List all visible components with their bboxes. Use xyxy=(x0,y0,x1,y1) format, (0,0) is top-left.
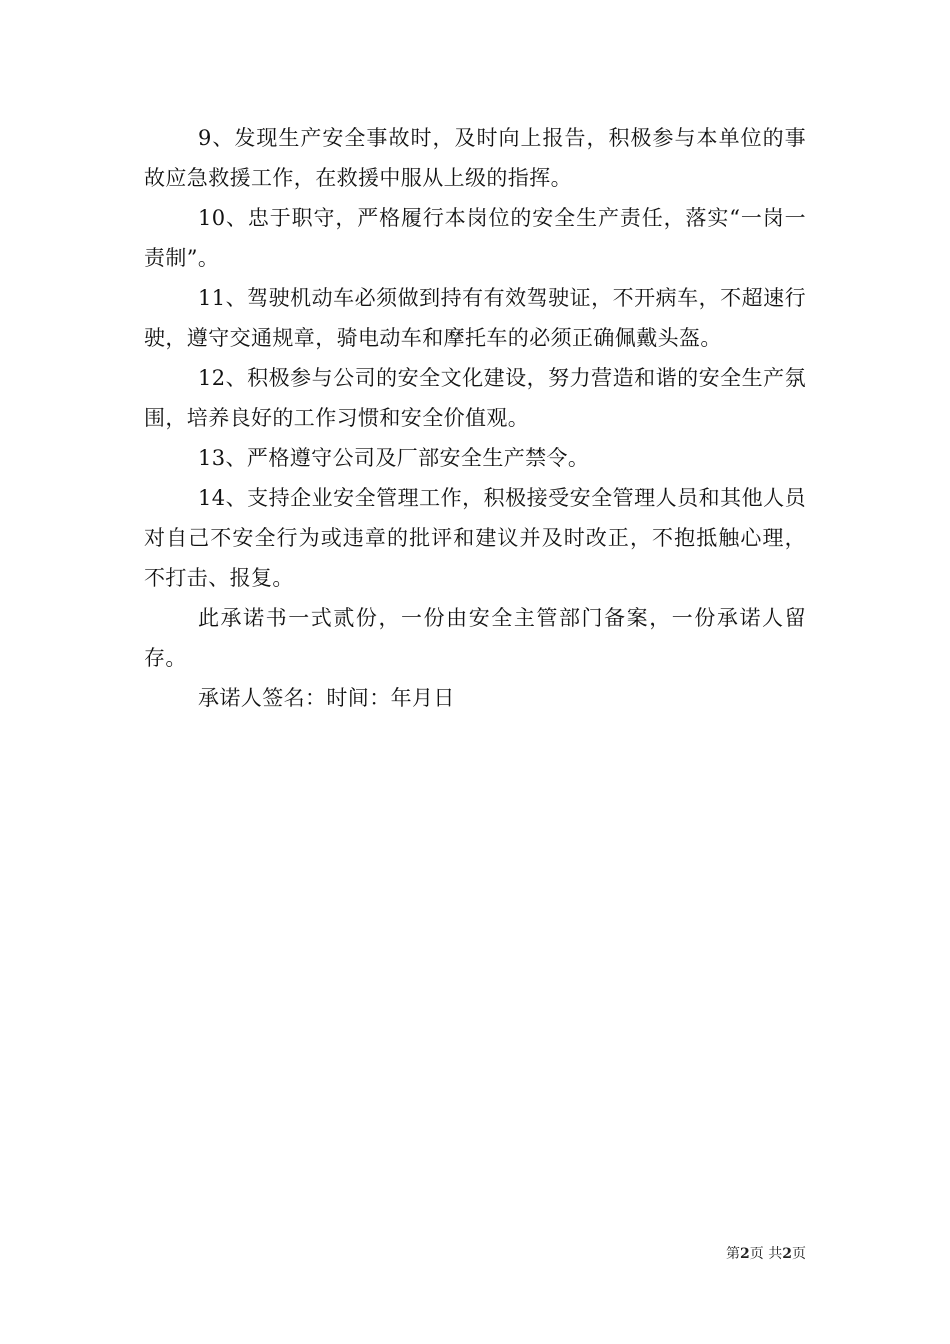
paragraph-item-13: 13、严格遵守公司及厂部安全生产禁令。 xyxy=(198,446,590,470)
paragraph-item-10: 10、忠于职守，严格履行本岗位的安全生产责任，落实“一岗一责制”。 xyxy=(144,206,806,270)
footer-middle: 页 共 xyxy=(749,1246,783,1262)
page-number-footer xyxy=(726,1245,806,1263)
paragraph-item-14: 14、支持企业安全管理工作，积极接受安全管理人员和其他人员对自己不安全行为或违章的批评和建议并及时改正，不抱抵触心理，不打击、报复。 xyxy=(144,486,806,590)
total-page-number: 2 xyxy=(782,1246,792,1262)
paragraph-item-12: 12、积极参与公司的安全文化建设，努力营造和谐的安全生产氛围，培养良好的工作习惯和安全价值观。 xyxy=(144,366,806,430)
document-body xyxy=(144,118,806,718)
signature-line: 承诺人签名：时间：年月日 xyxy=(198,686,455,710)
footer-prefix: 第 xyxy=(726,1246,741,1262)
paragraph-item-9: 9、发现生产安全事故时，及时向上报告，积极参与本单位的事故应急救援工作，在救援中服从上级的指挥。 xyxy=(144,126,806,190)
paragraph-item-11: 11、驾驶机动车必须做到持有有效驾驶证，不开病车，不超速行驶，遵守交通规章，骑电动车和摩托车的必须正确佩戴头盔。 xyxy=(144,286,806,350)
footer-suffix: 页 xyxy=(792,1246,806,1262)
copies-statement: 此承诺书一式贰份，一份由安全主管部门备案，一份承诺人留存。 xyxy=(144,606,806,670)
current-page-number: 2 xyxy=(740,1246,750,1262)
